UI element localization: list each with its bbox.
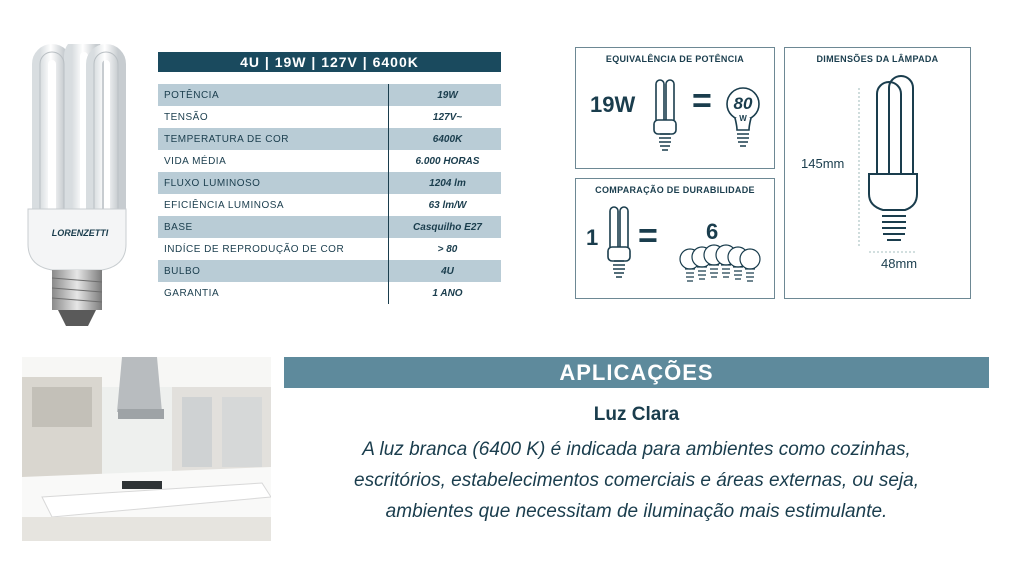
applications-line: A luz branca (6400 K) é indicada para ambientes como cozinhas, — [362, 439, 911, 460]
spec-row — [158, 260, 501, 282]
spec-table — [158, 84, 501, 304]
dimension-width-label: 48mm — [881, 256, 918, 271]
spec-value: 127V~ — [432, 111, 463, 123]
durability-title: COMPARAÇÃO DE DURABILIDADE — [595, 185, 755, 195]
lamp-dimension-drawing — [855, 74, 945, 264]
incandescent-bulbs-group-icon — [678, 243, 762, 291]
spec-value: 4U — [441, 265, 454, 277]
spec-label: POTÊNCIA — [164, 89, 220, 101]
dimensions-box — [784, 47, 971, 299]
spec-label: GARANTIA — [164, 287, 220, 299]
spec-label: TENSÃO — [164, 111, 209, 123]
spec-row — [158, 128, 501, 150]
equivalence-left-value: 19W — [590, 92, 636, 117]
spec-label: BASE — [164, 221, 193, 233]
spec-header: 4U | 19W | 127V | 6400K — [158, 52, 501, 72]
spec-row — [158, 150, 501, 172]
lamp-product-image — [22, 44, 138, 334]
spec-value: Casquilho E27 — [413, 221, 482, 233]
cfl-lamp-icon — [606, 203, 632, 287]
durability-right-value: 6 — [706, 219, 719, 244]
applications-bar: APLICAÇÕES — [284, 357, 989, 388]
applications-title: Luz Clara — [593, 404, 680, 425]
lamp-brand-label: LORENZETTI — [51, 228, 109, 238]
spec-value: 6400K — [432, 133, 463, 145]
applications-line: ambientes que necessitam de iluminação mais estimulante. — [385, 501, 888, 522]
equivalence-equals: = — [692, 82, 712, 120]
spec-value: 1204 lm — [429, 177, 466, 189]
spec-row — [158, 106, 501, 128]
durability-left-value: 1 — [586, 225, 599, 250]
equivalence-right-unit: W — [739, 114, 747, 123]
spec-label: EFICIÊNCIA LUMINOSA — [164, 199, 285, 211]
spec-value: 1 ANO — [432, 287, 463, 299]
dimension-height-label: 145mm — [801, 156, 845, 171]
spec-value: 19W — [437, 89, 458, 101]
equivalence-right-number: 80 — [733, 94, 753, 113]
spec-row — [158, 172, 501, 194]
spec-label: TEMPERATURA DE COR — [164, 133, 289, 145]
spec-label: INDÍCE DE REPRODUÇÃO DE COR — [164, 243, 345, 255]
kitchen-photo — [22, 357, 271, 541]
spec-row — [158, 84, 501, 106]
spec-label: FLUXO LUMINOSO — [164, 177, 261, 189]
equivalence-box — [575, 47, 775, 169]
durability-equals: = — [638, 217, 658, 255]
spec-row — [158, 282, 501, 304]
dimensions-title: DIMENSÕES DA LÂMPADA — [816, 54, 939, 64]
durability-box — [575, 178, 775, 299]
spec-value: 6.000 HORAS — [415, 155, 480, 167]
applications-line: escritórios, estabelecimentos comerciais e áreas externas, ou seja, — [354, 470, 919, 491]
equivalence-title: EQUIVALÊNCIA DE POTÊNCIA — [605, 54, 745, 64]
applications-text — [284, 434, 989, 527]
spec-label: BULBO — [164, 265, 201, 277]
spec-row — [158, 194, 501, 216]
spec-value: > 80 — [437, 243, 458, 255]
spec-row — [158, 216, 501, 238]
spec-label: VIDA MÉDIA — [164, 155, 227, 167]
spec-divider — [388, 84, 389, 304]
spec-value: 63 lm/W — [428, 199, 467, 211]
cfl-lamp-icon — [652, 76, 678, 158]
spec-row — [158, 238, 501, 260]
